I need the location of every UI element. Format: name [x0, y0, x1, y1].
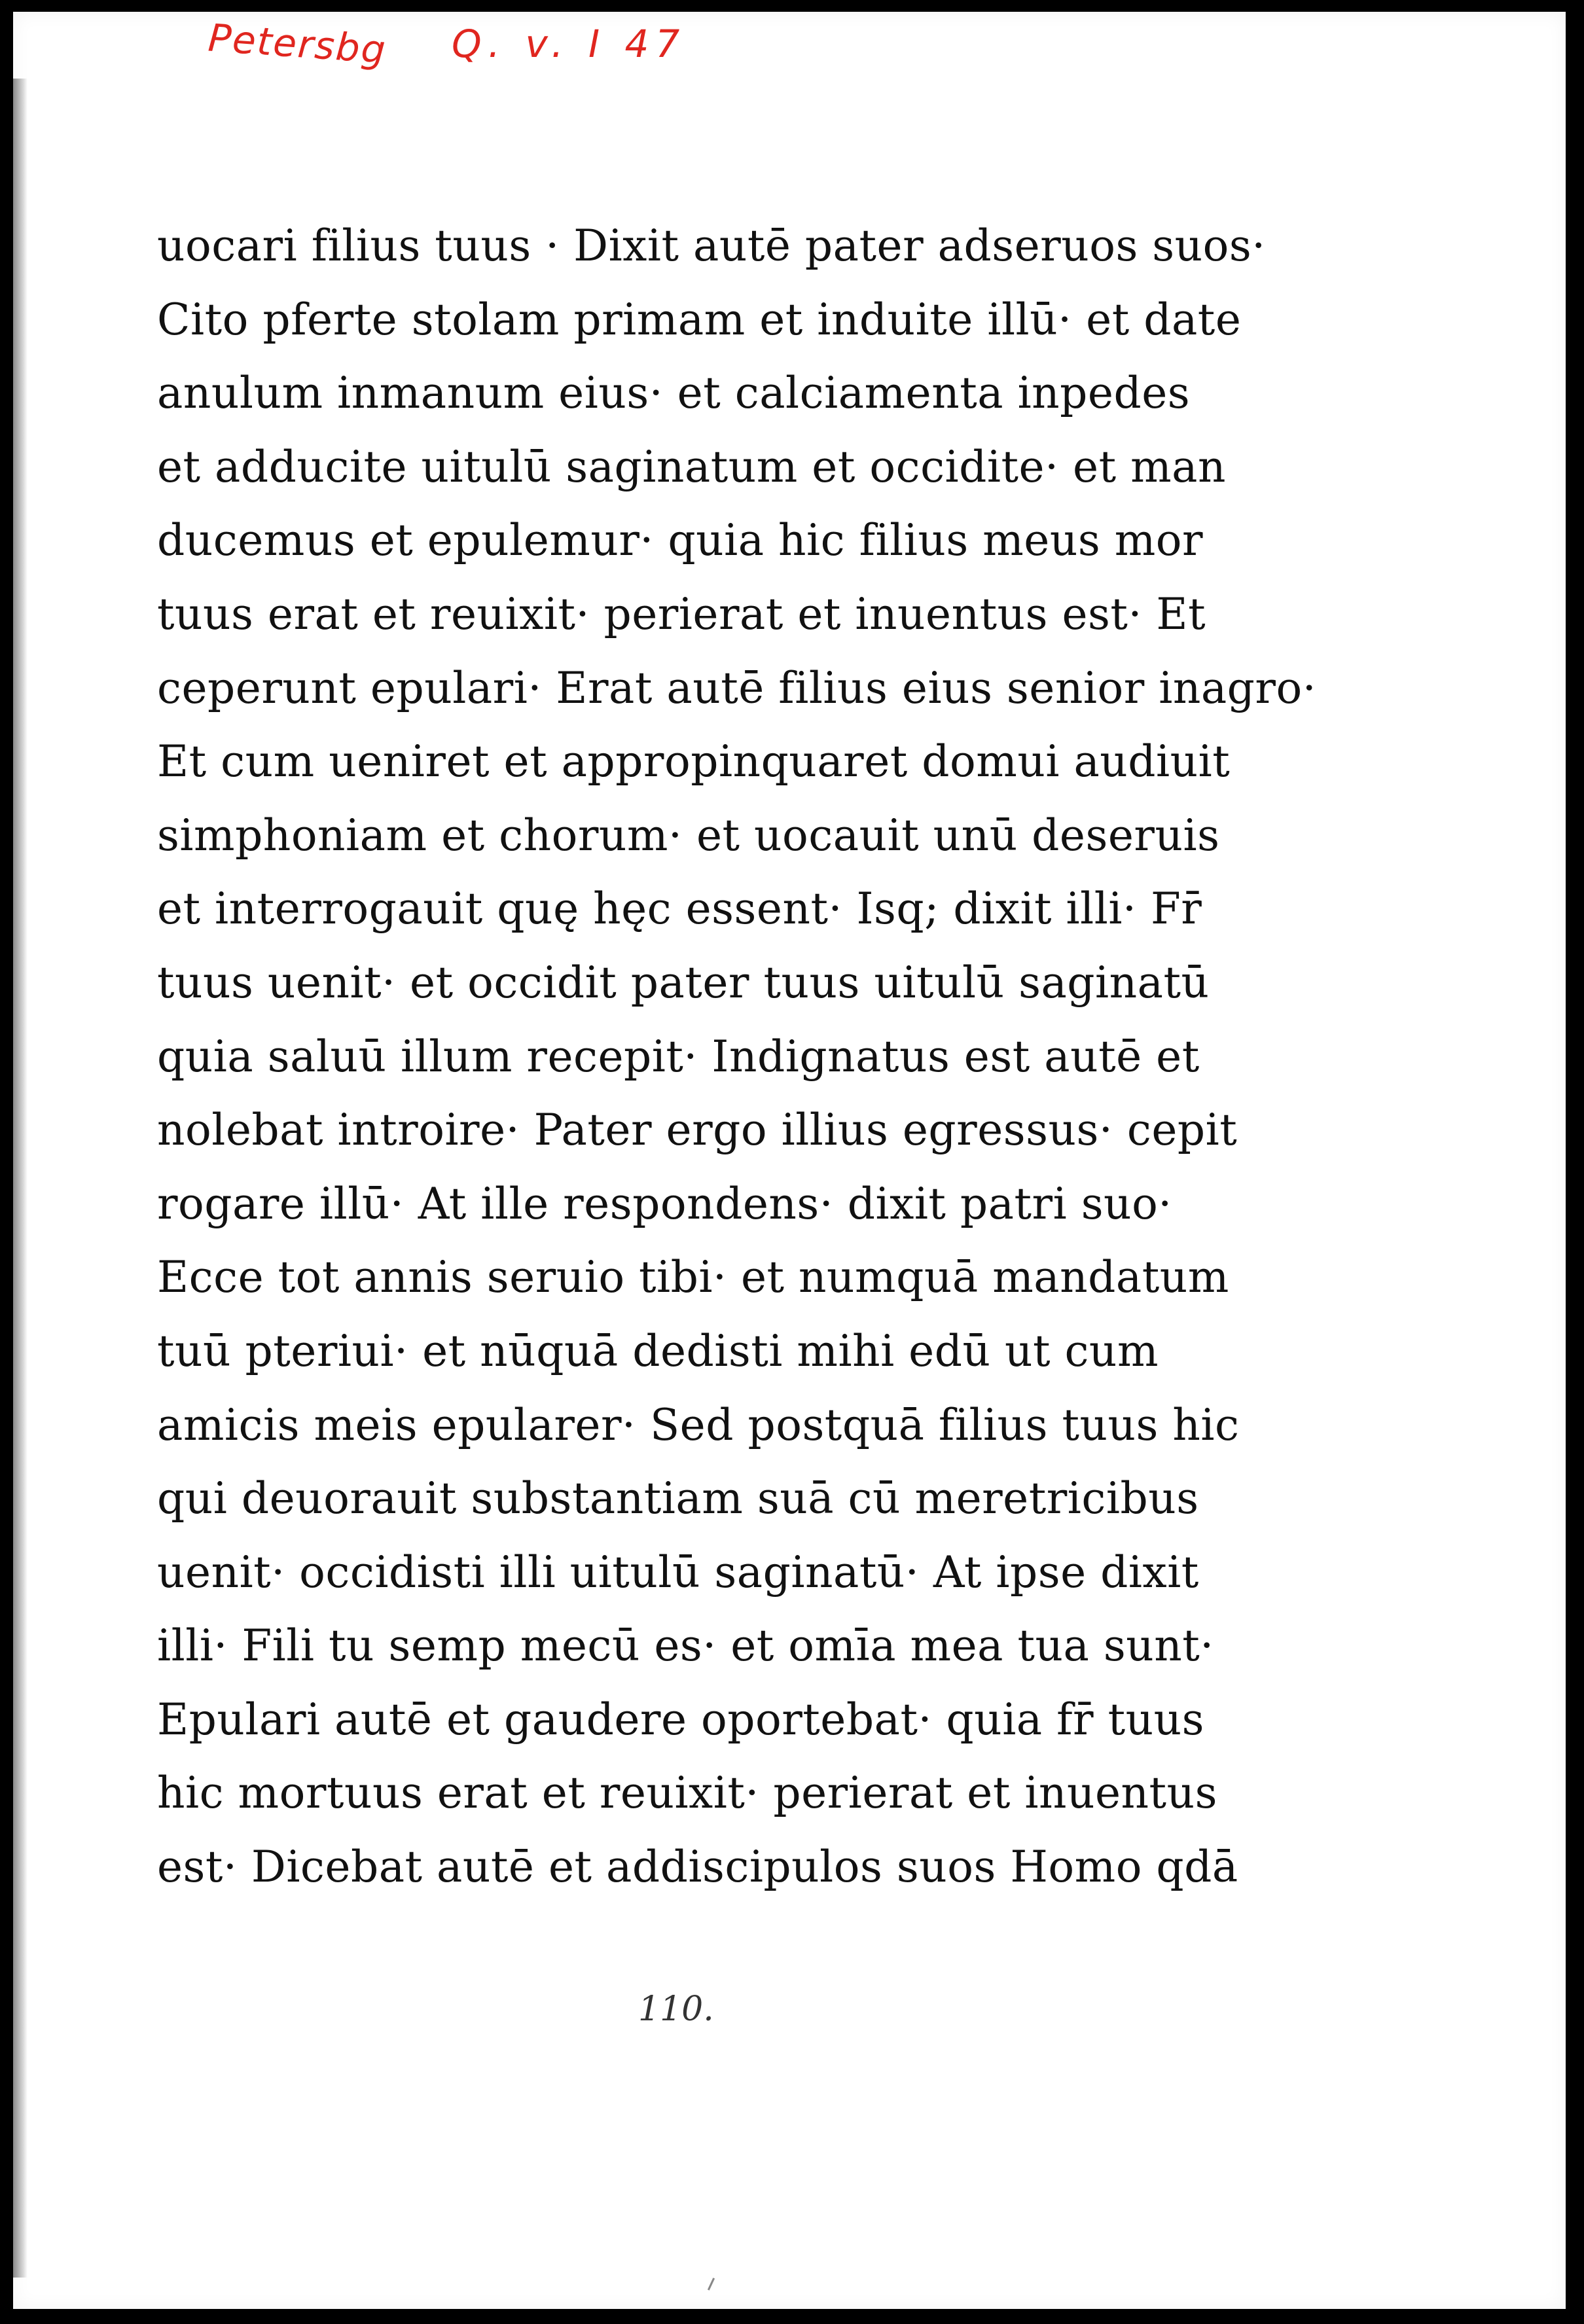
page-binding-edge [13, 79, 27, 2278]
manuscript-line: illi· Fili tu semp mecū es· et omīa mea tua sunt· [157, 1620, 1214, 1671]
manuscript-line: tuū pteriui· et nūquā dedisti mihi edū ut cum [157, 1325, 1159, 1376]
annotation-call-number: Q. v. I 47 [452, 22, 687, 66]
manuscript-line: anulum inmanum eius· et calciamenta inpedes [157, 368, 1191, 419]
manuscript-line: tuus erat et reuixit· perierat et inuentus est· Et [157, 588, 1206, 639]
manuscript-line: quia saluū illum recepit· Indignatus est autē et [157, 1031, 1200, 1082]
manuscript-line: amicis meis epularer· Sed postquā filius tuus hic [157, 1399, 1240, 1450]
manuscript-line: hic mortuus erat et reuixit· perierat et inuentus [157, 1768, 1217, 1819]
manuscript-line: tuus uenit· et occidit pater tuus uitulū saginatū [157, 957, 1210, 1008]
manuscript-line: qui deuorauit substantiam suā cū meretricibus [157, 1473, 1199, 1524]
manuscript-line: Et cum ueniret et appropinquaret domui audiuit [157, 736, 1231, 787]
manuscript-line: uocari filius tuus · Dixit autē pater adseruos suos· [157, 221, 1266, 271]
manuscript-line: uenit· occidisti illi uitulū saginatū· At ipse dixit [157, 1546, 1199, 1598]
page-number: 110. [638, 1990, 714, 2029]
manuscript-line: Ecce tot annis seruio tibi· et numquā mandatum [157, 1252, 1229, 1303]
manuscript-line: rogare illū· At ille respondens· dixit patri suo· [157, 1178, 1172, 1229]
manuscript-line: Epulari autē et gaudere oportebat· quia fr̄ tuus [157, 1694, 1204, 1745]
manuscript-line: simphoniam et chorum· et uocauit unū deseruis [157, 810, 1220, 861]
manuscript-line: ceperunt epulari· Erat autē filius eius senior inagro· [157, 662, 1317, 713]
manuscript-line: nolebat introire· Pater ergo illius egressus· cepit [157, 1105, 1238, 1156]
manuscript-line: ducemus et epulemur· quia hic filius meus mor [157, 515, 1204, 566]
manuscript-line: Cito pferte stolam primam et induite illū· et date [157, 294, 1242, 345]
manuscript-text-block [157, 209, 1317, 1904]
manuscript-line: est· Dicebat autē et addiscipulos suos Homo qdā [157, 1842, 1238, 1893]
annotation-city: Petersbg [206, 15, 388, 73]
manuscript-line: et adducite uitulū saginatum et occidite· et man [157, 441, 1227, 492]
manuscript-line: et interrogauit quę hęc essent· Isq; dixit illi· Fr̄ [157, 884, 1202, 935]
